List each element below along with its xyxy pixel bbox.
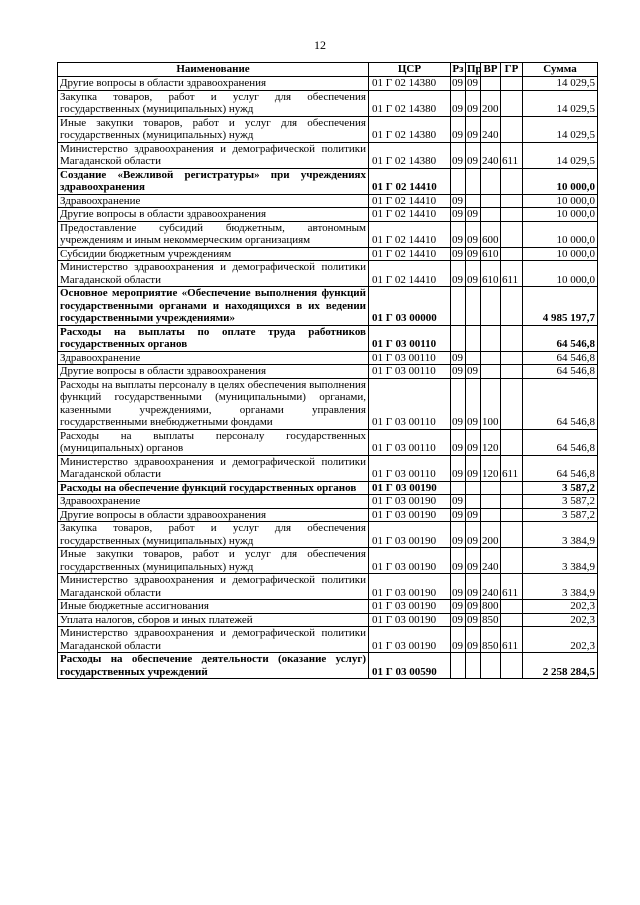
row-sum-cell: 64 546,8 [523, 455, 598, 481]
table-row [58, 613, 598, 627]
row-rz-cell: 09 [451, 261, 466, 287]
table-row [58, 208, 598, 222]
table-row [58, 247, 598, 261]
row-name-cell: Министерство здравоохранения и демографической политики Магаданской области [58, 627, 369, 653]
row-sum-cell: 3 384,9 [523, 574, 598, 600]
table-row [58, 429, 598, 455]
table-row [58, 522, 598, 548]
row-gr-cell [501, 247, 523, 261]
row-pr-cell [466, 495, 481, 509]
row-gr-cell [501, 325, 523, 351]
row-gr-cell [501, 600, 523, 614]
row-rz-cell: 09 [451, 194, 466, 208]
row-csr-cell: 01 Г 03 00110 [369, 365, 451, 379]
table-row [58, 378, 598, 429]
row-gr-cell [501, 208, 523, 222]
row-pr-cell: 09 [466, 77, 481, 91]
table-row-section [58, 653, 598, 679]
row-rz-cell: 09 [451, 455, 466, 481]
row-pr-cell: 09 [466, 522, 481, 548]
row-sum-cell: 14 029,5 [523, 90, 598, 116]
row-rz-cell: 09 [451, 548, 466, 574]
row-name-cell: Субсидии бюджетным учреждениям [58, 247, 369, 261]
row-gr-cell [501, 168, 523, 194]
row-vr-cell [481, 287, 501, 326]
row-rz-cell: 09 [451, 208, 466, 222]
row-pr-cell [466, 287, 481, 326]
row-sum-cell: 10 000,0 [523, 261, 598, 287]
row-csr-cell: 01 Г 03 00190 [369, 522, 451, 548]
page-number: 12 [314, 38, 326, 52]
row-rz-cell [451, 325, 466, 351]
row-pr-cell: 09 [466, 600, 481, 614]
row-csr-cell: 01 Г 03 00590 [369, 653, 451, 679]
row-vr-cell: 240 [481, 142, 501, 168]
row-csr-cell: 01 Г 03 00190 [369, 627, 451, 653]
row-name-cell: Уплата налогов, сборов и иных платежей [58, 613, 369, 627]
row-csr-cell: 01 Г 02 14410 [369, 168, 451, 194]
table-row [58, 455, 598, 481]
row-sum-cell: 14 029,5 [523, 116, 598, 142]
table-row [58, 495, 598, 509]
row-rz-cell: 09 [451, 627, 466, 653]
row-gr-cell: 611 [501, 261, 523, 287]
row-pr-cell: 09 [466, 261, 481, 287]
row-name-cell: Расходы на обеспечение функций государственных органов [58, 481, 369, 495]
row-vr-cell: 610 [482, 247, 499, 260]
table-row [58, 365, 598, 379]
row-sum-cell: 3 587,2 [523, 481, 598, 495]
row-rz-cell: 09 [451, 365, 466, 379]
row-vr-cell [481, 481, 501, 495]
row-sum-cell: 64 546,8 [523, 325, 598, 351]
row-vr-cell: 120 [481, 429, 501, 455]
table-row-section [58, 325, 598, 351]
row-rz-cell: 09 [451, 351, 466, 365]
row-name-cell: Предоставление субсидий бюджетным, автономным учреждениям и иным некоммерческим организациям [58, 221, 369, 247]
row-pr-cell: 09 [466, 142, 481, 168]
row-vr-cell [481, 194, 501, 208]
row-pr-cell: 09 [466, 574, 481, 600]
header-gr: ГР [501, 63, 523, 77]
row-csr-cell: 01 Г 02 14410 [369, 208, 451, 222]
table-row [58, 142, 598, 168]
row-csr-cell: 01 Г 03 00190 [369, 508, 451, 522]
row-sum-cell: 14 029,5 [523, 142, 598, 168]
table-row [58, 261, 598, 287]
row-name-cell: Министерство здравоохранения и демографической политики Магаданской области [58, 455, 369, 481]
table-row [58, 77, 598, 91]
row-pr-cell: 09 [466, 627, 481, 653]
row-gr-cell [501, 522, 523, 548]
row-gr-cell [501, 194, 523, 208]
row-name-cell: Расходы на выплаты персоналу в целях обеспечения выполнения функций государственными (муниципальными) органами, казенными учреждениями, органами управления государственными внебюджетными фондами [58, 378, 369, 429]
table-header-row [58, 63, 598, 77]
row-sum-cell: 202,3 [523, 627, 598, 653]
row-rz-cell: 09 [451, 77, 466, 91]
row-name-cell: Закупка товаров, работ и услуг для обеспечения государственных (муниципальных) нужд [58, 522, 369, 548]
row-sum-cell: 3 384,9 [523, 548, 598, 574]
row-gr-cell: 611 [501, 455, 523, 481]
row-sum-cell: 3 384,9 [523, 522, 598, 548]
row-pr-cell: 09 [466, 90, 481, 116]
row-vr-cell [481, 495, 501, 509]
row-rz-cell: 09 [451, 116, 466, 142]
row-pr-cell [466, 194, 481, 208]
row-rz-cell [451, 168, 466, 194]
table-row [58, 508, 598, 522]
row-csr-cell: 01 Г 03 00190 [369, 548, 451, 574]
row-pr-cell [466, 653, 481, 679]
row-rz-cell: 09 [451, 495, 466, 509]
row-csr-cell: 01 Г 02 14380 [369, 142, 451, 168]
row-sum-cell: 64 546,8 [523, 378, 598, 429]
row-csr-cell: 01 Г 03 00110 [369, 429, 451, 455]
row-csr-cell: 01 Г 02 14380 [369, 77, 451, 91]
row-gr-cell [501, 77, 523, 91]
row-gr-cell [501, 351, 523, 365]
row-csr-cell: 01 Г 03 00110 [369, 455, 451, 481]
row-pr-cell: 09 [466, 247, 481, 261]
row-vr-cell: 240 [481, 548, 501, 574]
row-sum-cell: 64 546,8 [523, 429, 598, 455]
row-vr-cell: 610 [481, 261, 501, 287]
row-gr-cell: 611 [501, 142, 523, 168]
row-rz-cell: 09 [451, 508, 466, 522]
row-vr-cell [481, 653, 501, 679]
row-csr-cell: 01 Г 02 14410 [369, 261, 451, 287]
row-csr-cell: 01 Г 02 14380 [369, 90, 451, 116]
row-csr-cell: 01 Г 03 00190 [369, 495, 451, 509]
row-pr-cell [466, 325, 481, 351]
row-gr-cell [501, 221, 523, 247]
row-name-cell: Министерство здравоохранения и демографической политики Магаданской области [58, 142, 369, 168]
row-csr-cell: 01 Г 02 14410 [369, 247, 451, 261]
row-rz-cell: 09 [451, 90, 466, 116]
row-vr-cell: 850 [482, 613, 499, 626]
row-vr-cell [481, 325, 501, 351]
header-pr: Пр [467, 63, 482, 76]
table-row [58, 116, 598, 142]
row-csr-cell: 01 Г 02 14380 [369, 116, 451, 142]
header-sum: Сумма [523, 63, 598, 77]
row-vr-cell [481, 508, 501, 522]
row-sum-cell: 10 000,0 [523, 221, 598, 247]
row-sum-cell: 3 587,2 [523, 495, 598, 509]
table-body [58, 77, 598, 679]
row-name-cell: Здравоохранение [58, 351, 369, 365]
row-csr-cell: 01 Г 03 00190 [369, 574, 451, 600]
header-vr: ВР [481, 63, 501, 77]
table-row [58, 627, 598, 653]
row-csr-cell: 01 Г 03 00190 [369, 600, 451, 614]
row-vr-cell: 800 [482, 600, 499, 612]
row-csr-cell: 01 Г 03 00110 [369, 378, 451, 429]
row-sum-cell: 10 000,0 [523, 194, 598, 208]
row-rz-cell [451, 287, 466, 326]
row-name-cell: Другие вопросы в области здравоохранения [58, 508, 369, 522]
row-rz-cell: 09 [451, 221, 466, 247]
row-sum-cell: 202,3 [523, 600, 598, 614]
row-rz-cell: 09 [451, 574, 466, 600]
row-name-cell: Создание «Вежливой регистратуры» при учреждениях здравоохранения [58, 168, 369, 194]
table-row-section [58, 481, 598, 495]
row-csr-cell: 01 Г 03 00000 [369, 287, 451, 326]
row-pr-cell: 09 [466, 221, 481, 247]
row-vr-cell: 600 [481, 221, 501, 247]
row-rz-cell: 09 [451, 429, 466, 455]
row-gr-cell [501, 116, 523, 142]
row-vr-cell [481, 168, 501, 194]
table-row [58, 221, 598, 247]
row-name-cell: Основное мероприятие «Обеспечение выполнения функций государственными органами и находящихся в их ведении государственными учреждениями» [58, 287, 369, 326]
row-sum-cell: 4 985 197,7 [523, 287, 598, 326]
row-vr-cell: 200 [481, 90, 501, 116]
row-gr-cell [501, 613, 523, 627]
row-pr-cell: 09 [466, 613, 481, 627]
row-name-cell: Иные бюджетные ассигнования [58, 600, 369, 614]
row-rz-cell: 09 [451, 142, 466, 168]
row-vr-cell: 240 [481, 116, 501, 142]
row-vr-cell [481, 351, 501, 365]
row-rz-cell: 09 [451, 522, 466, 548]
row-csr-cell: 01 Г 02 14410 [369, 221, 451, 247]
row-name-cell: Другие вопросы в области здравоохранения [58, 208, 369, 222]
row-gr-cell [501, 508, 523, 522]
row-sum-cell: 10 000,0 [523, 168, 598, 194]
row-csr-cell: 01 Г 02 14410 [369, 194, 451, 208]
table-row [58, 351, 598, 365]
row-csr-cell: 01 Г 03 00110 [369, 325, 451, 351]
row-gr-cell [501, 653, 523, 679]
row-gr-cell [501, 287, 523, 326]
row-vr-cell: 120 [481, 455, 501, 481]
table-row-section [58, 168, 598, 194]
row-gr-cell [501, 365, 523, 379]
row-gr-cell: 611 [501, 627, 523, 653]
row-rz-cell: 09 [451, 600, 466, 614]
row-vr-cell: 100 [481, 378, 501, 429]
row-pr-cell [466, 168, 481, 194]
row-name-cell: Другие вопросы в области здравоохранения [58, 77, 369, 91]
row-vr-cell: 850 [481, 627, 501, 653]
row-name-cell: Расходы на обеспечение деятельности (оказание услуг) государственных учреждений [58, 653, 369, 679]
row-rz-cell: 09 [451, 613, 466, 627]
row-name-cell: Министерство здравоохранения и демографической политики Магаданской области [58, 574, 369, 600]
row-name-cell: Здравоохранение [58, 194, 369, 208]
table-row [58, 194, 598, 208]
row-pr-cell: 09 [466, 508, 481, 522]
row-pr-cell: 09 [466, 365, 481, 379]
row-sum-cell: 64 546,8 [523, 365, 598, 379]
row-vr-cell [481, 365, 501, 379]
row-pr-cell: 09 [466, 548, 481, 574]
row-sum-cell: 3 587,2 [523, 508, 598, 522]
row-vr-cell [481, 77, 501, 91]
table-row [58, 600, 598, 614]
row-pr-cell [466, 481, 481, 495]
row-pr-cell: 09 [466, 116, 481, 142]
table-row [58, 90, 598, 116]
row-csr-cell: 01 Г 03 00190 [369, 613, 451, 627]
row-name-cell: Расходы на выплаты персоналу государственных (муниципальных) органов [58, 429, 369, 455]
row-rz-cell [451, 481, 466, 495]
header-rz: Рз [452, 63, 464, 76]
row-sum-cell: 10 000,0 [523, 208, 598, 222]
row-gr-cell [501, 429, 523, 455]
row-csr-cell: 01 Г 03 00110 [369, 351, 451, 365]
row-gr-cell [501, 548, 523, 574]
table-row-section [58, 287, 598, 326]
row-name-cell: Здравоохранение [58, 495, 369, 509]
row-pr-cell: 09 [466, 208, 481, 222]
row-gr-cell [501, 378, 523, 429]
row-name-cell: Другие вопросы в области здравоохранения [58, 365, 369, 379]
row-vr-cell [481, 208, 501, 222]
row-name-cell: Закупка товаров, работ и услуг для обеспечения государственных (муниципальных) нужд [58, 90, 369, 116]
row-sum-cell: 2 258 284,5 [523, 653, 598, 679]
row-sum-cell: 10 000,0 [523, 247, 598, 261]
row-vr-cell: 240 [481, 574, 501, 600]
row-sum-cell: 64 546,8 [523, 351, 598, 365]
table-row [58, 548, 598, 574]
row-name-cell: Расходы на выплаты по оплате труда работников государственных органов [58, 325, 369, 351]
row-csr-cell: 01 Г 03 00190 [369, 481, 451, 495]
row-pr-cell [466, 351, 481, 365]
row-sum-cell: 202,3 [523, 613, 598, 627]
header-name: Наименование [58, 63, 369, 77]
row-gr-cell: 611 [501, 574, 523, 600]
row-gr-cell [501, 495, 523, 509]
row-rz-cell: 09 [451, 378, 466, 429]
row-pr-cell: 09 [466, 378, 481, 429]
row-vr-cell: 200 [481, 522, 501, 548]
row-rz-cell [451, 653, 466, 679]
row-name-cell: Министерство здравоохранения и демографической политики Магаданской области [58, 261, 369, 287]
row-name-cell: Иные закупки товаров, работ и услуг для обеспечения государственных (муниципальных) нужд [58, 116, 369, 142]
row-pr-cell: 09 [466, 455, 481, 481]
row-pr-cell: 09 [466, 429, 481, 455]
row-name-cell: Иные закупки товаров, работ и услуг для обеспечения государственных (муниципальных) нужд [58, 548, 369, 574]
row-sum-cell: 14 029,5 [523, 77, 598, 91]
table-row [58, 574, 598, 600]
row-rz-cell: 09 [451, 247, 466, 261]
row-gr-cell [501, 481, 523, 495]
header-csr: ЦСР [369, 63, 451, 77]
row-gr-cell [501, 90, 523, 116]
budget-table [57, 62, 598, 679]
